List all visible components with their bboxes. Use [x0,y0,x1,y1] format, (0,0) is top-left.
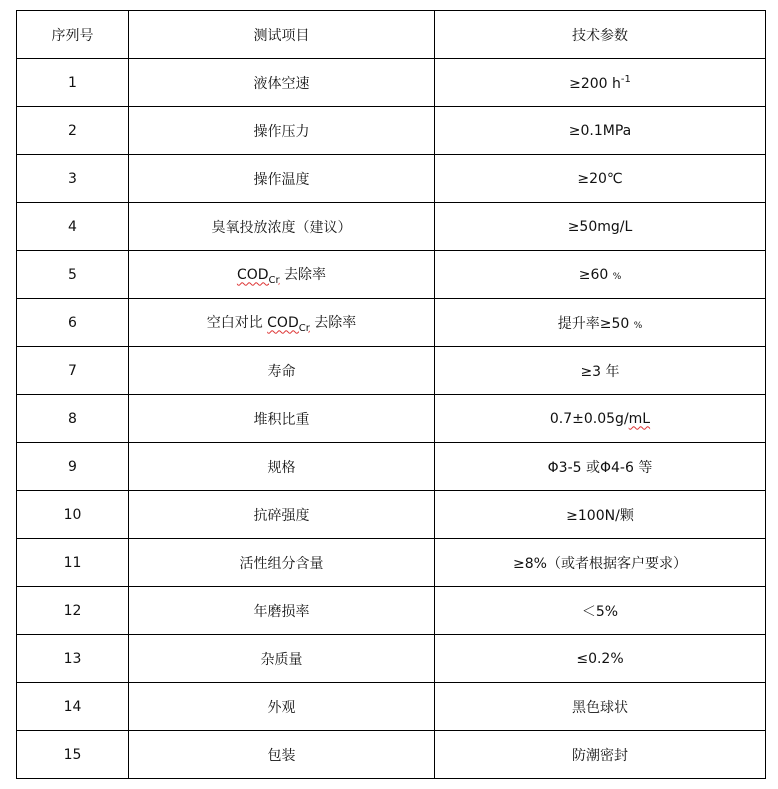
item-text: 规格 [267,459,296,476]
param-text: ＜5% [581,603,619,620]
cell-no: 1 [17,59,129,107]
cod-text [236,266,280,286]
table-row [17,203,766,251]
cell-no: 5 [17,251,129,299]
item-text: 外观 [267,699,296,716]
table-row [17,635,766,683]
param-unit: mL [628,410,651,427]
cell-item [129,155,435,203]
cell-no: 15 [17,731,129,779]
cell-param [435,443,766,491]
cell-item [129,347,435,395]
cell-param [435,539,766,587]
cell-item [129,491,435,539]
cell-param [435,251,766,299]
table-row [17,539,766,587]
cell-no: 10 [17,491,129,539]
cell-item [129,587,435,635]
param-text: 黑色球状 [572,699,628,716]
item-text: 杂质量 [260,651,303,668]
cell-no: 2 [17,107,129,155]
param-text: ≤0.2% [576,650,624,667]
cod-main: COD [267,314,299,331]
param-text: ≥20℃ [577,170,623,187]
item-text: 包装 [267,747,296,764]
table-row [17,683,766,731]
item-text: 液体空速 [253,75,310,92]
table-row [17,251,766,299]
param-text: ≥60 [578,266,613,283]
table-row [17,587,766,635]
cell-no: 11 [17,539,129,587]
param-text: ≥200 h [569,75,621,92]
cell-item [129,203,435,251]
cell-no: 8 [17,395,129,443]
cell-param [435,347,766,395]
cell-item [129,59,435,107]
cell-param [435,203,766,251]
cell-no: 3 [17,155,129,203]
cell-no: 13 [17,635,129,683]
header-no: 序列号 [17,11,129,59]
cod-sub: Cr [298,322,310,334]
table-row [17,443,766,491]
cell-item [129,443,435,491]
spec-table [16,10,766,779]
header-param: 技术参数 [435,11,766,59]
table-row [17,299,766,347]
cell-no: 14 [17,683,129,731]
cell-param [435,491,766,539]
param-text: 防潮密封 [572,747,628,764]
cell-param [435,107,766,155]
header-row [17,11,766,59]
cell-param [435,683,766,731]
item-text: 年磨损率 [253,603,310,620]
item-pre: 空白对比 [206,314,268,331]
table-row [17,395,766,443]
cell-no: 7 [17,347,129,395]
cell-item [129,635,435,683]
item-text: 操作温度 [253,171,310,188]
param-text: ≥100N/颗 [566,507,634,524]
table-row [17,107,766,155]
item-post: 去除率 [309,314,357,331]
cell-param [435,155,766,203]
param-text: 提升率≥50 [557,315,634,332]
param-text: ≥3 年 [580,363,620,380]
param-percent: % [633,320,643,331]
param-text: ≥0.1MPa [568,122,632,139]
table-row [17,155,766,203]
item-text: 堆积比重 [253,411,310,428]
cell-param [435,59,766,107]
cod-text [267,314,310,334]
cell-item [129,539,435,587]
cell-item [129,299,435,347]
param-text: ≥8%（或者根据客户要求） [513,555,687,572]
cell-param [435,299,766,347]
header-item: 测试项目 [129,11,435,59]
param-sup: -1 [620,73,631,85]
cell-no: 6 [17,299,129,347]
param-text: ≥50mg/L [567,218,633,235]
cell-item [129,731,435,779]
table-row [17,491,766,539]
item-text: 抗碎强度 [253,507,310,524]
item-text: 臭氧投放浓度（建议） [211,219,352,236]
item-post: 去除率 [279,266,327,283]
cell-item [129,251,435,299]
cell-param [435,587,766,635]
table-row [17,731,766,779]
param-text: Φ3-5 或Φ4-6 等 [547,459,653,476]
item-text: 活性组分含量 [239,555,324,572]
cell-no: 4 [17,203,129,251]
table-row [17,59,766,107]
cell-item [129,395,435,443]
cell-param [435,395,766,443]
item-text: 操作压力 [253,123,310,140]
param-percent: % [612,271,622,282]
table-row [17,347,766,395]
param-text: 0.7±0.05g/ [549,410,629,427]
cell-param [435,731,766,779]
cell-no: 9 [17,443,129,491]
cell-item [129,107,435,155]
cod-main: COD [236,266,269,283]
cell-param [435,635,766,683]
item-text: 寿命 [267,363,296,380]
cod-sub: Cr [268,274,280,286]
cell-no: 12 [17,587,129,635]
cell-item [129,683,435,731]
